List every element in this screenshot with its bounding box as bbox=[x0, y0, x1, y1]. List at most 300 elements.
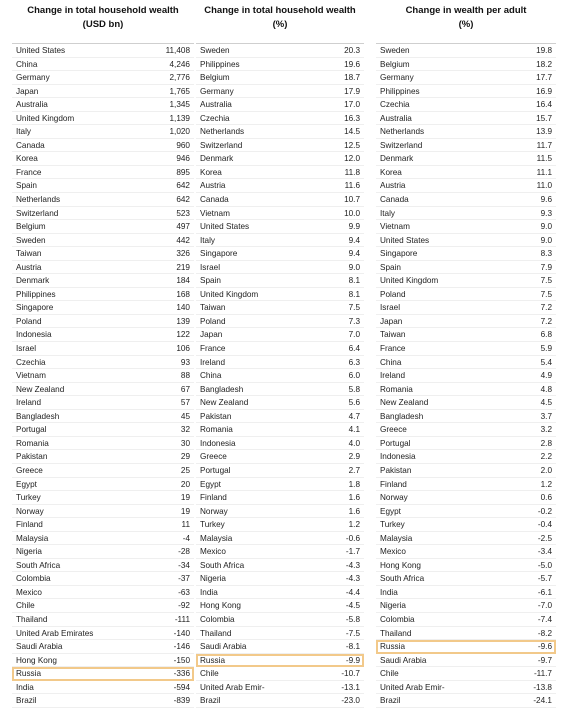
value-cell: 642 bbox=[176, 195, 190, 205]
table-row bbox=[376, 572, 556, 586]
value-cell: 88 bbox=[180, 371, 190, 381]
table-row bbox=[12, 356, 194, 370]
table-row bbox=[12, 694, 194, 708]
table-row bbox=[376, 247, 556, 261]
value-cell: 523 bbox=[176, 208, 190, 218]
table-row bbox=[376, 234, 556, 248]
value-cell: 1,765 bbox=[169, 86, 190, 96]
table-row bbox=[196, 58, 364, 72]
country-name: Nigeria bbox=[200, 574, 226, 584]
value-cell: 11.6 bbox=[344, 181, 360, 191]
country-name: Thailand bbox=[200, 628, 232, 638]
country-name: Czechia bbox=[16, 357, 46, 367]
table-row bbox=[376, 532, 556, 546]
value-cell: -9.9 bbox=[345, 655, 360, 665]
country-name: Indonesia bbox=[16, 330, 52, 340]
table-row bbox=[196, 179, 364, 193]
country-name: Finland bbox=[200, 493, 227, 503]
country-name: Sweden bbox=[16, 235, 46, 245]
value-cell: 16.3 bbox=[344, 113, 360, 123]
table-row bbox=[12, 599, 194, 613]
table-row bbox=[196, 112, 364, 126]
table-row bbox=[196, 518, 364, 532]
table-row bbox=[12, 207, 194, 221]
country-name: Netherlands bbox=[16, 195, 61, 205]
country-name: Taiwan bbox=[200, 303, 226, 313]
country-name: Finland bbox=[16, 520, 43, 530]
value-cell: 3.2 bbox=[540, 425, 552, 435]
country-name: Bangladesh bbox=[380, 411, 424, 421]
table-row bbox=[196, 478, 364, 492]
value-cell: 19.8 bbox=[536, 46, 552, 55]
country-name: Philippines bbox=[380, 86, 420, 96]
table-row bbox=[12, 654, 194, 668]
country-name: Vietnam bbox=[380, 222, 410, 232]
value-cell: 8.3 bbox=[540, 249, 552, 259]
country-name: Norway bbox=[16, 506, 44, 516]
table-row bbox=[12, 193, 194, 207]
table-row bbox=[196, 261, 364, 275]
table-row bbox=[376, 315, 556, 329]
value-cell: -23.0 bbox=[341, 696, 360, 706]
table-row bbox=[196, 491, 364, 505]
value-cell: -4.3 bbox=[345, 560, 360, 570]
table-row bbox=[196, 640, 364, 654]
country-name: Brazil bbox=[16, 696, 37, 706]
table-row bbox=[376, 85, 556, 99]
value-cell: -9.6 bbox=[537, 642, 552, 652]
table-body bbox=[376, 43, 556, 708]
country-name: Turkey bbox=[200, 520, 225, 530]
table-row bbox=[12, 139, 194, 153]
value-cell: 4,246 bbox=[169, 59, 190, 69]
value-cell: 122 bbox=[176, 330, 190, 340]
country-name: Turkey bbox=[380, 520, 405, 530]
table-row bbox=[376, 58, 556, 72]
table-row bbox=[196, 410, 364, 424]
value-cell: -63 bbox=[178, 587, 190, 597]
value-cell: -13.1 bbox=[341, 682, 360, 692]
value-cell: -0.6 bbox=[345, 533, 360, 543]
value-cell: 139 bbox=[176, 316, 190, 326]
country-name: Belgium bbox=[200, 73, 230, 83]
country-name: Saudi Arabia bbox=[16, 642, 63, 652]
table-row bbox=[376, 627, 556, 641]
country-name: Denmark bbox=[16, 276, 50, 286]
country-name: Mexico bbox=[16, 587, 42, 597]
value-cell: 960 bbox=[176, 140, 190, 150]
country-name: Portugal bbox=[200, 465, 231, 475]
country-name: India bbox=[200, 587, 218, 597]
header-line-1: Change in wealth per adult bbox=[405, 5, 527, 16]
value-cell: 93 bbox=[180, 357, 190, 367]
value-cell: 20 bbox=[180, 479, 190, 489]
table-row bbox=[196, 572, 364, 586]
country-name: Japan bbox=[200, 330, 223, 340]
value-cell: 4.0 bbox=[348, 438, 360, 448]
country-name: Russia bbox=[380, 642, 406, 652]
country-name: Colombia bbox=[16, 574, 51, 584]
value-cell: 1,020 bbox=[169, 127, 190, 137]
table-row bbox=[196, 356, 364, 370]
table-row bbox=[376, 261, 556, 275]
value-cell: 4.5 bbox=[540, 398, 552, 408]
country-name: Germany bbox=[200, 86, 234, 96]
value-cell: 20.3 bbox=[344, 46, 360, 55]
value-cell: 6.3 bbox=[348, 357, 360, 367]
value-cell: 9.6 bbox=[540, 195, 552, 205]
value-cell: 19 bbox=[180, 493, 190, 503]
value-cell: 895 bbox=[176, 167, 190, 177]
value-cell: -4.3 bbox=[345, 574, 360, 584]
value-cell: -336 bbox=[173, 669, 190, 679]
table-row-highlighted bbox=[12, 667, 194, 681]
value-cell: 2,776 bbox=[169, 73, 190, 83]
value-cell: 1,139 bbox=[169, 113, 190, 123]
table-row bbox=[12, 179, 194, 193]
table-row bbox=[12, 410, 194, 424]
value-cell: 219 bbox=[176, 262, 190, 272]
country-name: Korea bbox=[16, 154, 38, 164]
table-row bbox=[12, 464, 194, 478]
table-row bbox=[376, 491, 556, 505]
table-row bbox=[12, 261, 194, 275]
value-cell: 1.6 bbox=[348, 506, 360, 516]
table-row bbox=[196, 71, 364, 85]
table-row bbox=[196, 193, 364, 207]
country-name: United Arab Emir- bbox=[380, 682, 445, 692]
table-row bbox=[196, 44, 364, 58]
table-row bbox=[196, 423, 364, 437]
country-name: United Arab Emir- bbox=[200, 682, 265, 692]
country-name: Portugal bbox=[16, 425, 47, 435]
value-cell: -11.7 bbox=[533, 669, 552, 679]
value-cell: 11.1 bbox=[536, 167, 552, 177]
table-row bbox=[376, 586, 556, 600]
country-name: Austria bbox=[380, 181, 406, 191]
value-cell: 19.6 bbox=[344, 59, 360, 69]
value-cell: 15.7 bbox=[536, 113, 552, 123]
table-row bbox=[196, 328, 364, 342]
value-cell: 140 bbox=[176, 303, 190, 313]
country-name: Egypt bbox=[200, 479, 221, 489]
country-name: Sweden bbox=[200, 46, 230, 55]
country-name: China bbox=[16, 59, 38, 69]
country-name: Denmark bbox=[200, 154, 234, 164]
table-row bbox=[376, 356, 556, 370]
table-row bbox=[196, 98, 364, 112]
value-cell: 17.7 bbox=[536, 73, 552, 83]
table-row bbox=[12, 640, 194, 654]
country-name: United Kingdom bbox=[16, 113, 75, 123]
value-cell: 13.9 bbox=[536, 127, 552, 137]
table-row bbox=[376, 464, 556, 478]
table-row bbox=[376, 274, 556, 288]
table-row bbox=[12, 315, 194, 329]
table-row bbox=[376, 654, 556, 668]
table-row bbox=[376, 139, 556, 153]
country-name: Pakistan bbox=[16, 452, 48, 462]
country-name: Mexico bbox=[200, 547, 226, 557]
column-header bbox=[376, 0, 556, 42]
value-cell: 2.8 bbox=[540, 438, 552, 448]
table-row bbox=[376, 667, 556, 681]
table-row bbox=[376, 518, 556, 532]
country-name: France bbox=[16, 167, 42, 177]
header-line-1: Change in total household wealth bbox=[204, 5, 356, 16]
table-row bbox=[196, 220, 364, 234]
country-name: South Africa bbox=[200, 560, 245, 570]
value-cell: -4.5 bbox=[345, 601, 360, 611]
country-name: Chile bbox=[380, 669, 399, 679]
country-name: Switzerland bbox=[200, 140, 243, 150]
country-name: Germany bbox=[16, 73, 50, 83]
table-row bbox=[196, 396, 364, 410]
value-cell: -1.7 bbox=[345, 547, 360, 557]
table-row bbox=[376, 220, 556, 234]
country-name: France bbox=[200, 344, 226, 354]
table-row bbox=[196, 532, 364, 546]
table-row bbox=[196, 681, 364, 695]
country-name: Philippines bbox=[200, 59, 240, 69]
value-cell: 946 bbox=[176, 154, 190, 164]
country-name: Romania bbox=[380, 384, 413, 394]
value-cell: -13.8 bbox=[533, 682, 552, 692]
country-name: Spain bbox=[380, 262, 401, 272]
country-name: United Kingdom bbox=[380, 276, 439, 286]
value-cell: 7.2 bbox=[540, 316, 552, 326]
country-name: United States bbox=[16, 46, 66, 55]
value-cell: 9.4 bbox=[348, 235, 360, 245]
value-cell: 497 bbox=[176, 222, 190, 232]
table-row-highlighted bbox=[196, 654, 364, 668]
value-cell: 642 bbox=[176, 181, 190, 191]
table-row bbox=[376, 193, 556, 207]
table-row bbox=[12, 478, 194, 492]
value-cell: 2.0 bbox=[540, 465, 552, 475]
value-cell: 7.2 bbox=[540, 303, 552, 313]
country-name: Nigeria bbox=[16, 547, 42, 557]
value-cell: 11.5 bbox=[536, 154, 552, 164]
table-row bbox=[12, 532, 194, 546]
country-name: Egypt bbox=[380, 506, 401, 516]
table-row bbox=[12, 85, 194, 99]
value-cell: 29 bbox=[180, 452, 190, 462]
country-name: Japan bbox=[16, 86, 39, 96]
table-row bbox=[376, 450, 556, 464]
country-name: China bbox=[380, 357, 402, 367]
value-cell: 8.1 bbox=[348, 276, 360, 286]
table-row bbox=[12, 301, 194, 315]
value-cell: 5.9 bbox=[540, 344, 552, 354]
value-cell: 11.8 bbox=[344, 167, 360, 177]
country-name: Egypt bbox=[16, 479, 37, 489]
value-cell: -5.8 bbox=[345, 614, 360, 624]
table-row bbox=[12, 220, 194, 234]
value-cell: 2.2 bbox=[540, 452, 552, 462]
table-usd-bn bbox=[12, 0, 194, 706]
table-row bbox=[12, 613, 194, 627]
value-cell: -8.1 bbox=[345, 642, 360, 652]
table-row bbox=[196, 464, 364, 478]
value-cell: -4.4 bbox=[345, 587, 360, 597]
table-row bbox=[196, 437, 364, 451]
country-name: Israel bbox=[16, 344, 37, 354]
table-row bbox=[12, 518, 194, 532]
country-name: Colombia bbox=[380, 614, 415, 624]
country-name: Saudi Arabia bbox=[200, 642, 247, 652]
value-cell: -7.0 bbox=[537, 601, 552, 611]
country-name: Romania bbox=[200, 425, 233, 435]
table-row bbox=[376, 152, 556, 166]
value-cell: 17.9 bbox=[344, 86, 360, 96]
table-row bbox=[376, 125, 556, 139]
country-name: Indonesia bbox=[200, 438, 236, 448]
country-name: Japan bbox=[380, 316, 403, 326]
header-line-2: (USD bn) bbox=[82, 19, 124, 30]
value-cell: 1.2 bbox=[348, 520, 360, 530]
value-cell: 6.0 bbox=[348, 371, 360, 381]
country-name: Ireland bbox=[200, 357, 226, 367]
country-name: Poland bbox=[16, 316, 42, 326]
value-cell: -92 bbox=[178, 601, 190, 611]
table-row bbox=[12, 112, 194, 126]
value-cell: 11,408 bbox=[165, 46, 190, 55]
country-name: Malaysia bbox=[380, 533, 413, 543]
country-name: Italy bbox=[380, 208, 396, 218]
table-row bbox=[12, 423, 194, 437]
table-row bbox=[196, 342, 364, 356]
table-row bbox=[12, 627, 194, 641]
table-row bbox=[376, 44, 556, 58]
country-name: Hong Kong bbox=[16, 655, 57, 665]
country-name: Netherlands bbox=[200, 127, 245, 137]
country-name: New Zealand bbox=[16, 384, 65, 394]
table-row bbox=[376, 396, 556, 410]
table-row bbox=[196, 559, 364, 573]
country-name: Brazil bbox=[380, 696, 401, 706]
table-total-pct bbox=[196, 0, 364, 706]
value-cell: -5.0 bbox=[537, 560, 552, 570]
value-cell: -111 bbox=[174, 614, 190, 624]
value-cell: 1.6 bbox=[348, 493, 360, 503]
table-row bbox=[376, 505, 556, 519]
country-name: New Zealand bbox=[380, 398, 429, 408]
table-row bbox=[196, 85, 364, 99]
table-row bbox=[196, 369, 364, 383]
table-row bbox=[376, 681, 556, 695]
value-cell: -0.4 bbox=[537, 520, 552, 530]
table-row bbox=[196, 152, 364, 166]
country-name: Israel bbox=[200, 262, 221, 272]
table-row bbox=[196, 627, 364, 641]
table-body bbox=[196, 43, 364, 708]
country-name: Saudi Arabia bbox=[380, 655, 427, 665]
value-cell: 32 bbox=[180, 425, 190, 435]
country-name: Canada bbox=[16, 140, 45, 150]
table-row-highlighted bbox=[376, 640, 556, 654]
value-cell: -37 bbox=[178, 574, 190, 584]
table-row bbox=[376, 423, 556, 437]
table-row bbox=[376, 98, 556, 112]
value-cell: -9.7 bbox=[537, 655, 552, 665]
table-row bbox=[376, 166, 556, 180]
table-row bbox=[196, 586, 364, 600]
table-row bbox=[12, 58, 194, 72]
value-cell: -2.5 bbox=[537, 533, 552, 543]
table-row bbox=[196, 613, 364, 627]
value-cell: -28 bbox=[178, 547, 190, 557]
column-header bbox=[12, 0, 194, 42]
country-name: Denmark bbox=[380, 154, 414, 164]
value-cell: 9.4 bbox=[348, 249, 360, 259]
value-cell: -594 bbox=[173, 682, 190, 692]
value-cell: 5.6 bbox=[348, 398, 360, 408]
table-row bbox=[376, 328, 556, 342]
value-cell: 1,345 bbox=[169, 100, 190, 110]
value-cell: 9.0 bbox=[540, 222, 552, 232]
country-name: Turkey bbox=[16, 493, 41, 503]
table-row bbox=[12, 98, 194, 112]
value-cell: 106 bbox=[176, 344, 190, 354]
value-cell: -5.7 bbox=[537, 574, 552, 584]
value-cell: 25 bbox=[180, 465, 190, 475]
country-name: Colombia bbox=[200, 614, 235, 624]
value-cell: 5.8 bbox=[348, 384, 360, 394]
header-line-2: (%) bbox=[272, 19, 288, 30]
column-header bbox=[196, 0, 364, 42]
country-name: Austria bbox=[16, 262, 42, 272]
table-row bbox=[12, 125, 194, 139]
country-name: Italy bbox=[200, 235, 216, 245]
table-row bbox=[196, 694, 364, 708]
table-row bbox=[12, 152, 194, 166]
country-name: Netherlands bbox=[380, 127, 425, 137]
value-cell: 67 bbox=[180, 384, 190, 394]
country-name: United Arab Emirates bbox=[16, 628, 94, 638]
table-row bbox=[376, 437, 556, 451]
country-name: Malaysia bbox=[16, 533, 49, 543]
value-cell: 9.0 bbox=[348, 262, 360, 272]
country-name: Taiwan bbox=[16, 249, 42, 259]
table-row bbox=[12, 572, 194, 586]
table-row bbox=[12, 545, 194, 559]
country-name: Switzerland bbox=[380, 140, 423, 150]
table-row bbox=[376, 112, 556, 126]
table-row bbox=[196, 166, 364, 180]
value-cell: 6.8 bbox=[540, 330, 552, 340]
value-cell: -140 bbox=[173, 628, 190, 638]
value-cell: 184 bbox=[176, 276, 190, 286]
country-name: Spain bbox=[200, 276, 221, 286]
country-name: Belgium bbox=[380, 59, 410, 69]
country-name: Malaysia bbox=[200, 533, 233, 543]
value-cell: 11.7 bbox=[536, 140, 552, 150]
value-cell: 14.5 bbox=[344, 127, 360, 137]
value-cell: 7.0 bbox=[348, 330, 360, 340]
header-line-2: (%) bbox=[458, 19, 474, 30]
table-row bbox=[376, 207, 556, 221]
table-row bbox=[12, 505, 194, 519]
table-row bbox=[196, 315, 364, 329]
table-row bbox=[196, 288, 364, 302]
table-row bbox=[12, 491, 194, 505]
table-row bbox=[196, 207, 364, 221]
table-row bbox=[376, 410, 556, 424]
country-name: Chile bbox=[16, 601, 35, 611]
value-cell: 16.4 bbox=[536, 100, 552, 110]
country-name: Russia bbox=[16, 669, 42, 679]
